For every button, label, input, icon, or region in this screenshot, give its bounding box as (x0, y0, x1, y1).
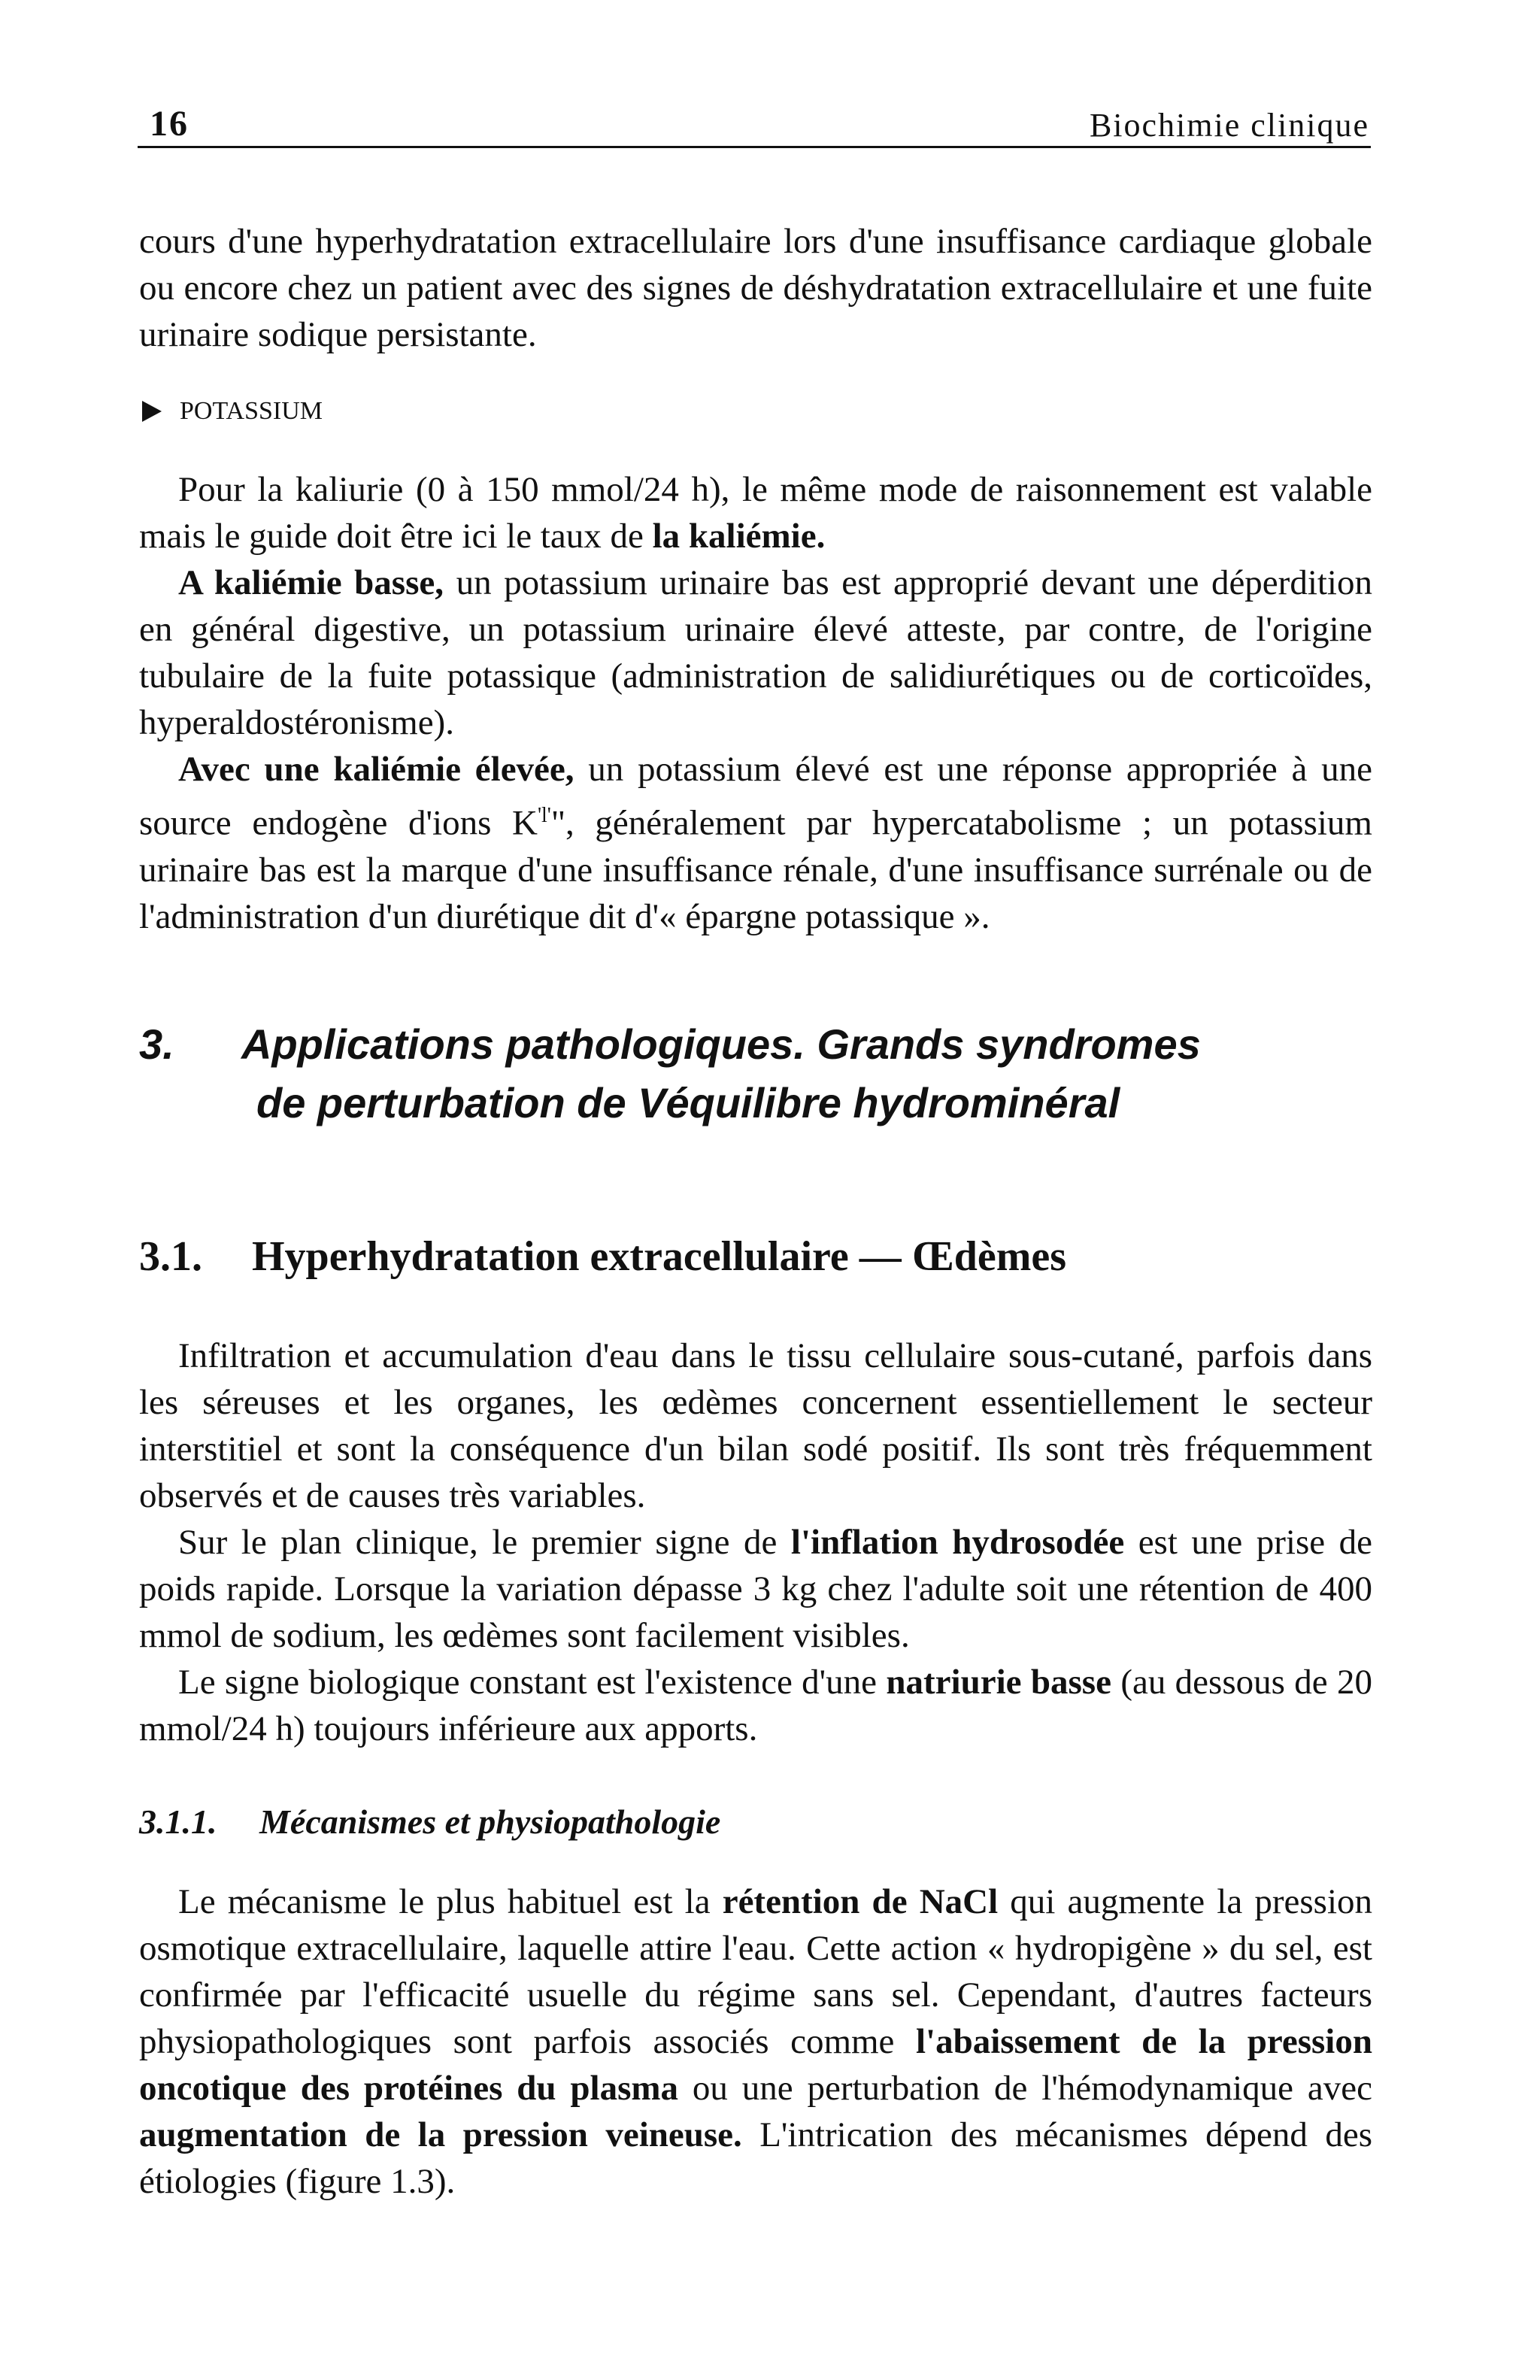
potassium-p1-text: Pour la kaliurie (0 à 150 mmol/24 h), le même mode de raisonnement est valable mais le guide doit être ici le taux de (139, 470, 1372, 556)
subsection-bold-b: l'abaissement de la pression oncotique des protéines du plasma (139, 2021, 1373, 2108)
running-title: Biochimie clinique (1089, 107, 1369, 144)
potassium-p3-bold: Avec une kaliémie élevée, (178, 750, 574, 789)
potassium-heading (139, 388, 1372, 435)
section-paragraph-3 (139, 1659, 1372, 1752)
triangle-bullet-icon (142, 401, 162, 422)
potassium-p1-bold: la kaliémie. (652, 517, 826, 556)
subsection-text-a: Le mécanisme le plus habituel est la (178, 1881, 723, 1921)
intro-paragraph: cours d'une hyperhydratation extracellulaire lors d'une insuffisance cardiaque globale ou encore chez un patient avec des signes de déshydratation extracellulaire et une fuite urinaire sodique persistante. (139, 222, 1372, 354)
section-paragraph-2 (139, 1519, 1372, 1659)
potassium-p3-text-b: ", généralement par hypercatabolisme ; un potassium urinaire bas est la marque d'une insuffisance rénale, d'une insuffisance surrénale ou de l'administration d'un diurétique dit d'« épargne potassique ». (139, 803, 1372, 936)
section-p3-text-a: Le signe biologique constant est l'existence d'une (178, 1662, 887, 1702)
potassium-block (139, 466, 1372, 940)
potassium-label: POTASSIUM (180, 397, 323, 425)
subsection-bold-a: rétention de NaCl (722, 1881, 999, 1921)
subsection-body (139, 1878, 1372, 2205)
subsection-text-d: L'intrication des mécanismes dépend des étiologies (figure 1.3). (139, 2115, 1372, 2201)
section-heading (139, 1230, 1372, 1283)
potassium-p2-text: un potassium urinaire bas est approprié devant une déperdition en général digestive, un potassium urinaire élevé atteste, par contre, de l'origine tubulaire de la fuite potassique (administration de salidiurétiques ou de corticoïdes, hyperaldostéronisme). (139, 563, 1372, 742)
chapter-title-line-1: Applications pathologiques. Grands syndromes (241, 1020, 1201, 1068)
chapter-heading-line-1 (139, 1015, 1372, 1074)
section-body (139, 1332, 1372, 1752)
section-number: 3.1. (139, 1232, 202, 1280)
page-number: 16 (150, 104, 189, 144)
section-p3-bold: natriurie basse (886, 1662, 1111, 1702)
potassium-p3-text-a: un potassium élevé est une réponse appropriée à une source endogène d'ions K (139, 750, 1372, 843)
potassium-p3-superscript: 'l' (537, 804, 551, 827)
subsection-title: Mécanismes et physiopathologie (259, 1802, 721, 1841)
section-p3-text-b: (au dessous de 20 mmol/24 h) toujours inférieure aux apports. (139, 1662, 1372, 1748)
potassium-paragraph-2 (139, 559, 1372, 746)
section-p2-text-a: Sur le plan clinique, le premier signe de (178, 1522, 791, 1562)
subsection-heading (139, 1799, 1372, 1845)
subsection-text-c: ou une perturbation de l'hémodynamique avec (678, 2068, 1372, 2108)
section-title: Hyperhydratation extracellulaire — Œdèmes (252, 1232, 1067, 1280)
page-body (139, 218, 1372, 2205)
chapter-number: 3. (139, 1020, 174, 1068)
subsection-bold-c: augmentation de la pression veineuse. (139, 2115, 742, 2154)
section-p2-text-b: est une prise de poids rapide. Lorsque la variation dépasse 3 kg chez l'adulte soit une rétention de 400 mmol de sodium, les œdèmes sont facilement visibles. (139, 1522, 1372, 1655)
subsection-paragraph (139, 1878, 1372, 2205)
chapter-title-line-2: de perturbation de Véquilibre hydrominéral (256, 1078, 1120, 1126)
section-p2-bold: l'inflation hydrosodée (790, 1522, 1125, 1562)
subsection-text-b: qui augmente la pression osmotique extracellulaire, laquelle attire l'eau. Cette action « hydropigène » du sel, est confirmée par l'efficacité usuelle du régime sans sel. Cependant, d'autres facteurs physiopathologiques sont parfois associés comme (139, 1881, 1372, 2061)
chapter-heading (139, 1015, 1372, 1132)
section-paragraph-1: Infiltration et accumulation d'eau dans le tissu cellulaire sous-cutané, parfois dans les séreuses et les organes, les œdèmes concernent essentiellement le secteur interstitiel et sont la conséquence d'un bilan sodé positif. Ils sont très fréquemment observés et de causes très variables. (139, 1336, 1372, 1515)
potassium-paragraph-3 (139, 746, 1372, 940)
potassium-paragraph-1 (139, 466, 1372, 559)
potassium-p2-bold: A kaliémie basse, (178, 563, 444, 602)
subsection-number: 3.1.1. (139, 1802, 217, 1841)
running-header (138, 105, 1371, 148)
